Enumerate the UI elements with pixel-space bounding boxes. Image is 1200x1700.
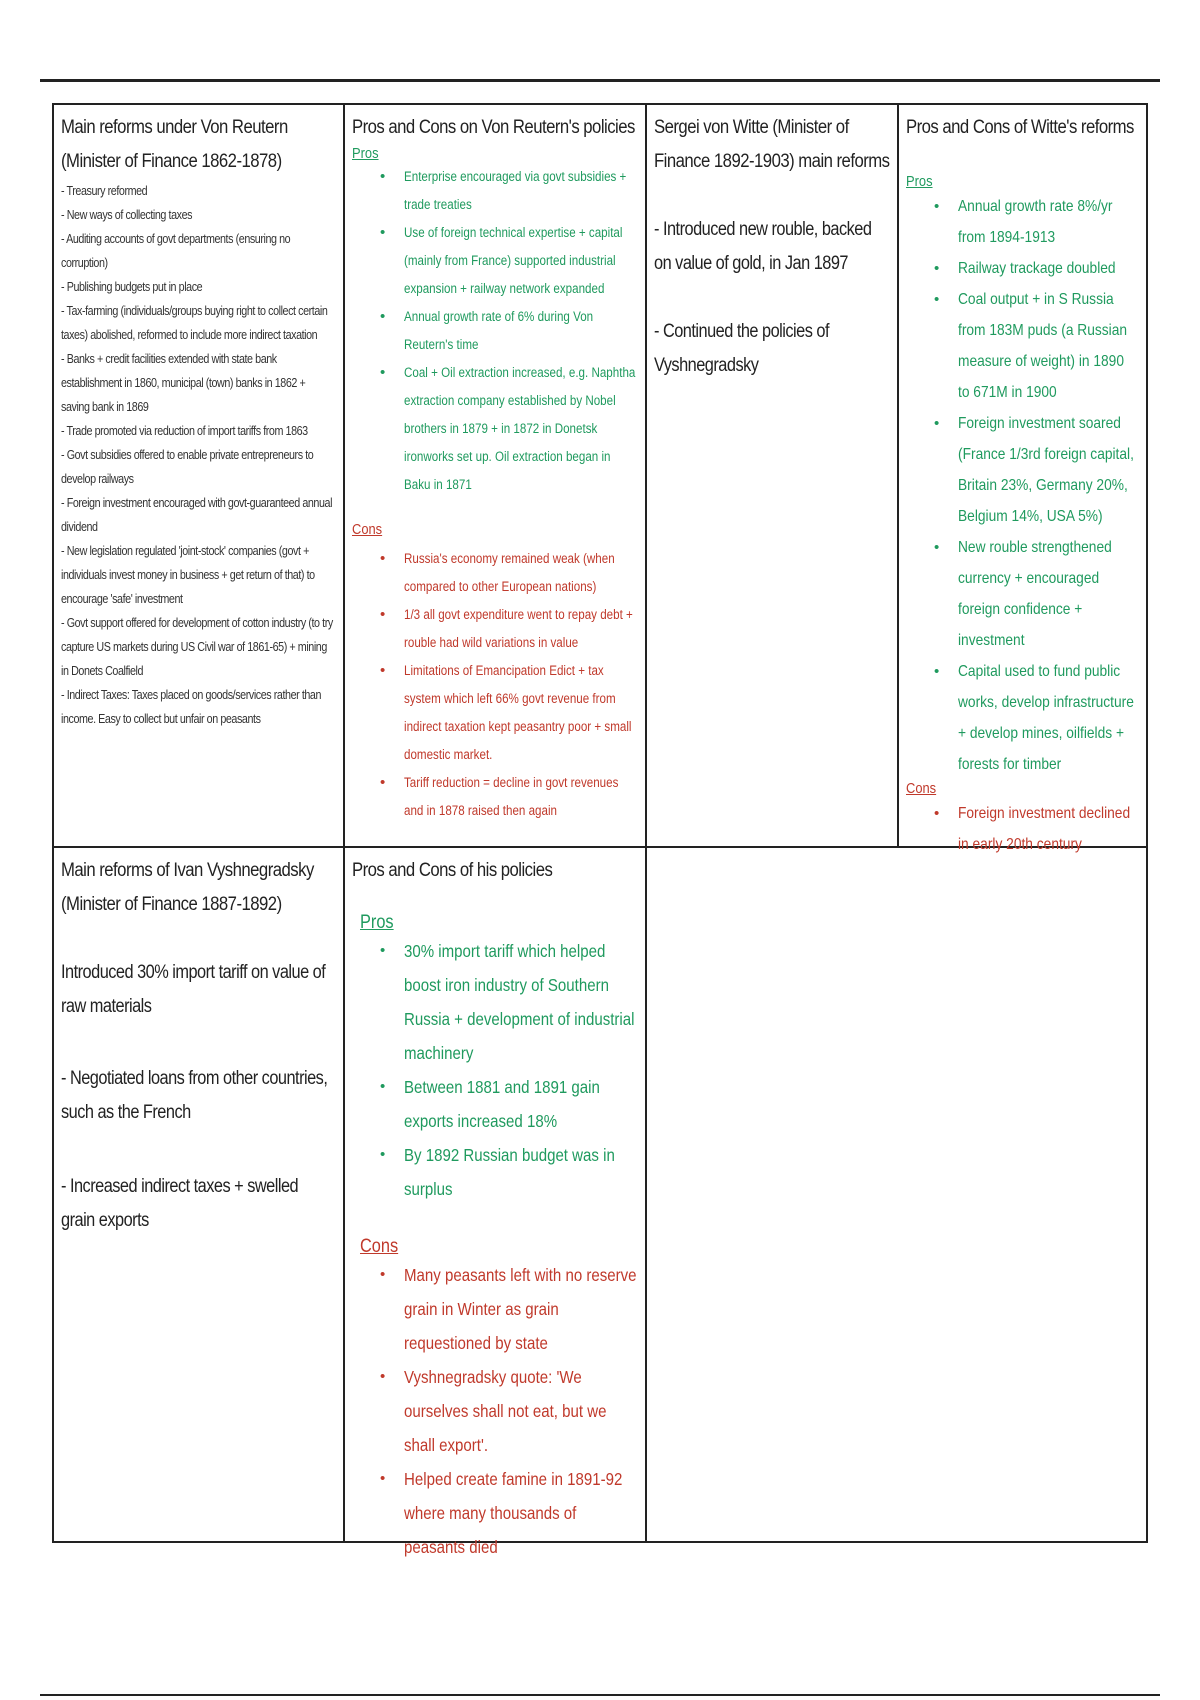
list-item: • 30% import tariff which helped boost iron industry of Southern Russia + development of industrial machinery	[352, 934, 638, 1070]
list-item: • Coal output + in S Russia from 183M puds (a Russian measure of weight) in 1890 to 671M in 1900	[906, 284, 1139, 408]
cell-heading: Pros and Cons on Von Reutern's policies	[352, 117, 635, 138]
list-item: - Auditing accounts of govt departments (ensuring no corruption)	[61, 232, 291, 270]
cons-list	[352, 545, 638, 825]
list-item: • Capital used to fund public works, develop infrastructure + develop mines, oilfields + forests for timber	[906, 656, 1139, 780]
cons-label: Cons	[352, 521, 383, 538]
cell-vyshnegradsky-reforms	[54, 848, 343, 1541]
list-item: • Foreign investment declined in early 20th century	[906, 798, 1139, 860]
top-rule	[40, 79, 1160, 82]
list-item: - Continued the policies of Vyshnegradsky	[654, 321, 830, 376]
reform-list	[654, 213, 890, 383]
cell-vyshnegradsky-pros-cons	[345, 848, 645, 1557]
empty-cell	[647, 848, 1146, 1541]
list-item: • Vyshnegradsky quote: 'We ourselves shall not eat, but we shall export'.	[352, 1360, 638, 1462]
list-item: • Between 1881 and 1891 gain exports increased 18%	[352, 1070, 638, 1138]
cons-list	[352, 1258, 638, 1564]
pros-label: Pros	[906, 173, 933, 190]
list-item: • New rouble strengthened currency + encouraged foreign confidence + investment	[906, 532, 1139, 656]
pros-list	[352, 934, 638, 1206]
cell-heading: Main reforms of Ivan Vyshnegradsky (Minister of Finance 1887-1892)	[61, 860, 314, 915]
list-item: • Railway trackage doubled	[906, 253, 1139, 284]
cell-heading: Main reforms under Von Reutern (Minister of Finance 1862-1878)	[61, 117, 288, 172]
pros-label: Pros	[360, 912, 394, 933]
list-item: - Increased indirect taxes + swelled grain exports	[61, 1176, 299, 1231]
list-item: - Indirect Taxes: Taxes placed on goods/services rather than income. Easy to collect but unfair on peasants	[61, 688, 322, 726]
list-item: • Foreign investment soared (France 1/3rd foreign capital, Britain 23%, Germany 20%, Belgium 14%, USA 5%)	[906, 408, 1139, 532]
reform-list	[61, 179, 336, 731]
list-item: • Many peasants left with no reserve grain in Winter as grain requestioned by state	[352, 1258, 638, 1360]
list-item: • Tariff reduction = decline in govt revenues and in 1878 raised then again	[352, 769, 638, 825]
cons-label: Cons	[360, 1236, 399, 1257]
cell-witte-reforms	[647, 105, 897, 846]
list-item: - Introduced new rouble, backed on value of gold, in Jan 1897	[654, 219, 872, 274]
list-item: • Use of foreign technical expertise + capital (mainly from France) supported industrial expansion + railway network expanded	[352, 219, 638, 303]
list-item: - Govt subsidies offered to enable private entrepreneurs to develop railways	[61, 448, 314, 486]
notes-table	[52, 103, 1148, 1557]
list-item: - New legislation regulated 'joint-stock' companies (govt + individuals invest money in business + get return of that) to encourage 'safe' investment	[61, 544, 315, 606]
list-item: - Trade promoted via reduction of import tariffs from 1863	[61, 424, 308, 438]
pros-label: Pros	[352, 145, 379, 162]
list-item: • Limitations of Emancipation Edict + tax system which left 66% govt revenue from indirect taxation kept peasantry poor + small domestic market.	[352, 657, 638, 769]
list-item: - Foreign investment encouraged with govt-guaranteed annual dividend	[61, 496, 333, 534]
list-item: - Treasury reformed	[61, 184, 148, 198]
list-item: • Enterprise encouraged via govt subsidies + trade treaties	[352, 163, 638, 219]
list-item: - Publishing budgets put in place	[61, 280, 203, 294]
list-item: • 1/3 all govt expenditure went to repay debt + rouble had wild variations in value	[352, 601, 638, 657]
list-item: - New ways of collecting taxes	[61, 208, 193, 222]
reform-list	[61, 956, 336, 1238]
list-item: - Tax-farming (individuals/groups buying right to collect certain taxes) abolished, reformed to include more indirect taxation	[61, 304, 328, 342]
list-item: - Banks + credit facilities extended with state bank establishment in 1860, municipal (town) banks in 1862 + saving bank in 1869	[61, 352, 306, 414]
list-item: • Coal + Oil extraction increased, e.g. Naphtha extraction company established by Nobel brothers in 1879 + in 1872 in Donetsk ironworks set up. Oil extraction began in Baku in 1871	[352, 359, 638, 499]
list-item: • Russia's economy remained weak (when compared to other European nations)	[352, 545, 638, 601]
cell-witte-pros-cons	[899, 105, 1146, 853]
list-item: • Helped create famine in 1891-92 where many thousands of peasants died	[352, 1462, 638, 1564]
list-item: Introduced 30% import tariff on value of raw materials	[61, 962, 326, 1017]
pros-list	[352, 163, 638, 499]
list-item: • By 1892 Russian budget was in surplus	[352, 1138, 638, 1206]
bottom-rule	[40, 1694, 1160, 1696]
cons-label: Cons	[906, 780, 937, 797]
cell-reutern-reforms	[54, 105, 343, 846]
pros-list	[906, 191, 1139, 780]
cell-heading: Sergei von Witte (Minister of Finance 1892-1903) main reforms	[654, 117, 890, 172]
cell-reutern-pros-cons	[345, 105, 645, 846]
list-item: - Govt support offered for development of cotton industry (to try capture US markets during US Civil war of 1861-65) + mining in Donets Coalfield	[61, 616, 333, 678]
list-item: • Annual growth rate of 6% during Von Reutern's time	[352, 303, 638, 359]
list-item: • Annual growth rate 8%/yr from 1894-1913	[906, 191, 1139, 253]
cell-heading: Pros and Cons of Witte's reforms	[906, 117, 1134, 138]
cell-heading: Pros and Cons of his policies	[352, 860, 553, 881]
list-item: - Negotiated loans from other countries, such as the French	[61, 1068, 328, 1123]
